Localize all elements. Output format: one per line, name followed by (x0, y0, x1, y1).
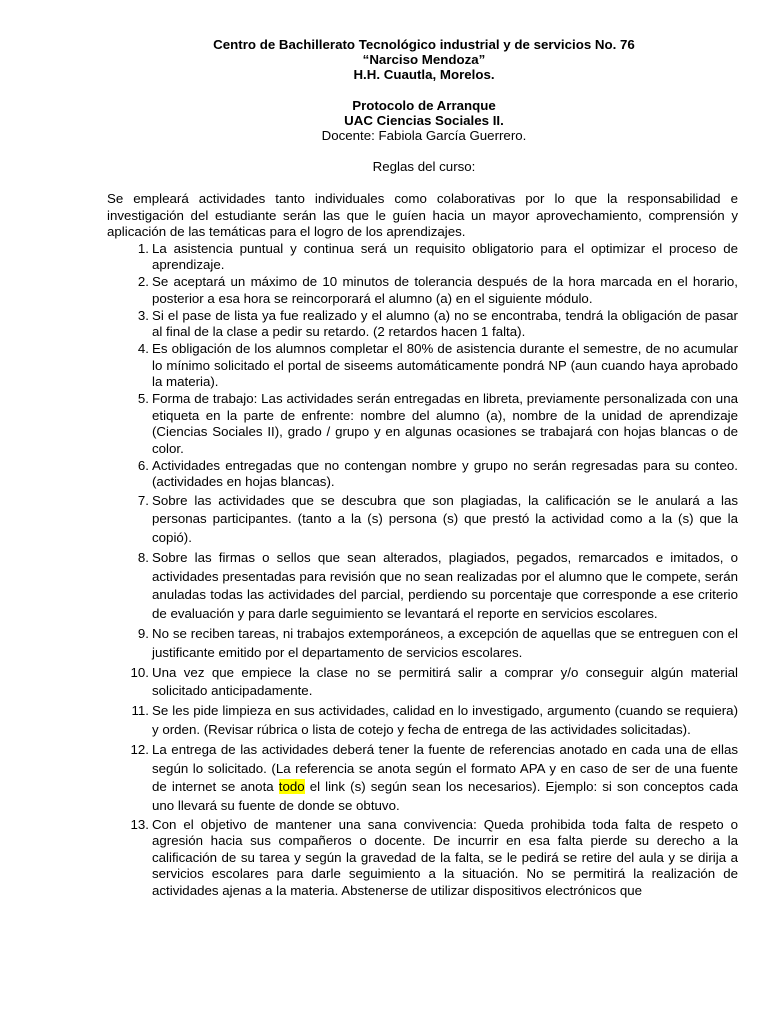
rules-heading: Reglas del curso: (372, 159, 476, 174)
intro-paragraph: Se empleará actividades tanto individuales como colaborativas por lo que la responsabilidad e investigación del estudiante serán las que le guíen hacia un mayor aprovechamiento, comprensión y aplicación de las temáticas para el logro de los aprendizajes. (107, 191, 738, 239)
rule-text-after: el link (s) según sean los necesarios). Ejemplo: si son conceptos cada uno llevará su fuente de donde se obtuvo. (152, 779, 738, 814)
rule-text: La asistencia puntual y continua será un requisito obligatorio para el optimizar el proceso de aprendizaje. (152, 240, 738, 272)
rule-number: 9. (137, 626, 149, 642)
rule-text: Se aceptará un máximo de 10 minutos de tolerancia después de la hora marcada en el horario, posterior a esa hora se reincorporará el alumno (a) en el siguiente módulo. (152, 274, 738, 306)
rule-text: Se les pide limpieza en sus actividades, calidad en lo investigado, argumento (cuando se requiera) y orden. (Revisar rúbrica o lista de cotejo y fecha de entrega de las actividades solicitadas). (152, 703, 738, 738)
school-name: Centro de Bachillerato Tecnológico industrial y de servicios No. 76 (213, 37, 635, 52)
teacher-name: Docente: Fabiola García Guerrero. (321, 128, 527, 143)
rule-item-5 (107, 391, 738, 457)
rule-item-1 (107, 241, 738, 274)
rule-item-11 (107, 702, 738, 740)
rule-text: Forma de trabajo: Las actividades serán entregadas en libreta, previamente personalizada con una etiqueta en la parte de enfrente: nombre del alumno (a), nombre de la unidad de aprendizaje (Ciencias Sociales II), grado / grupo y en algunas ocasiones se trabajará con hojas blancas o de color. (152, 391, 738, 456)
highlighted-word: todo (278, 779, 305, 795)
rule-text: Con el objetivo de mantener una sana convivencia: Queda prohibida toda falta de respeto o agresión hacia sus compañeros o docente. De incurrir en esa falta pierde su derecho a la calificación de su tarea y según la gravedad de la falta, se le pedirá se retire del aula y se dirija a servicios escolares para darle seguimiento a la situación. No se permitirá la realización de actividades ajenas a la materia. Abstenerse de utilizar dispositivos electrónicos que (152, 816, 738, 898)
rule-text: Es obligación de los alumnos completar el 80% de asistencia durante el semestre, de no acumular lo mínimo solicitado el portal de siseems automáticamente pondrá NP (aun cuando haya aprobado la materia). (152, 341, 738, 389)
rule-number: 7. (137, 492, 149, 508)
rule-number: 2. (137, 274, 149, 289)
rules-list (107, 241, 738, 900)
rule-number: 12. (130, 741, 149, 757)
subject-title: UAC Ciencias Sociales II. (344, 113, 504, 128)
rule-number: 3. (137, 307, 149, 323)
rule-item-4 (107, 341, 738, 391)
school-location: H.H. Cuautla, Morelos. (353, 67, 495, 82)
protocol-title: Protocolo de Arranque (352, 98, 496, 113)
school-nickname: “Narciso Mendoza” (362, 52, 486, 67)
rule-text-before: La entrega de las actividades deberá tener la fuente de referencias anotado en cada una de ellas según lo solicitado. (La referencia se anota según el formato APA y en caso de ser de una fuente de internet se anota (152, 741, 738, 795)
rule-number: 6. (137, 457, 149, 473)
rule-item-6 (107, 458, 738, 491)
rule-item-8 (107, 549, 738, 624)
rule-number: 10. (130, 664, 149, 680)
rule-item-7 (107, 492, 738, 548)
rule-number: 4. (137, 341, 149, 356)
document-header (107, 37, 741, 143)
rule-item-13 (107, 817, 738, 900)
rule-number: 13. (130, 816, 149, 832)
rule-text: Sobre las firmas o sellos que sean alterados, plagiados, pegados, remarcados e imitados, o actividades presentadas para revisión que no sean realizadas por el alumno que le compete, serán anuladas todas las actividades del parcial, perdiendo su porcentaje que corresponde a ese criterio de evaluación y para darle seguimiento se levantará el reporte en servicios escolares. (152, 549, 738, 622)
rule-text: Si el pase de lista ya fue realizado y el alumno (a) no se encontraba, tendrá la obligación de pasar al final de la clase a pedir su retardo. (2 retardos hacen 1 falta). (152, 307, 738, 339)
rule-item-10 (107, 664, 738, 702)
rule-item-3 (107, 308, 738, 341)
rule-number: 5. (137, 391, 149, 406)
rule-number: 8. (137, 549, 149, 565)
rule-item-2 (107, 274, 738, 307)
rule-number: 1. (137, 240, 149, 256)
rule-text: No se reciben tareas, ni trabajos extemporáneos, a excepción de aquellas que se entreguen con el justificante emitido por el departamento de servicios escolares. (152, 626, 738, 660)
rule-text: Una vez que empiece la clase no se permitirá salir a comprar y/o conseguir algún material solicitado anticipadamente. (152, 664, 738, 699)
rule-text: Actividades entregadas que no contengan nombre y grupo no serán regresadas para su conteo.(actividades en hojas blancas). (152, 457, 738, 489)
rule-item-12 (107, 741, 738, 816)
rule-text: Sobre las actividades que se descubra que son plagiadas, la calificación se le anulará a las personas participantes. (tanto a la (s) persona (s) que prestó la actividad como a la (s) que la copió). (152, 492, 738, 546)
rule-number: 11. (131, 703, 149, 719)
rule-item-9 (107, 625, 738, 663)
